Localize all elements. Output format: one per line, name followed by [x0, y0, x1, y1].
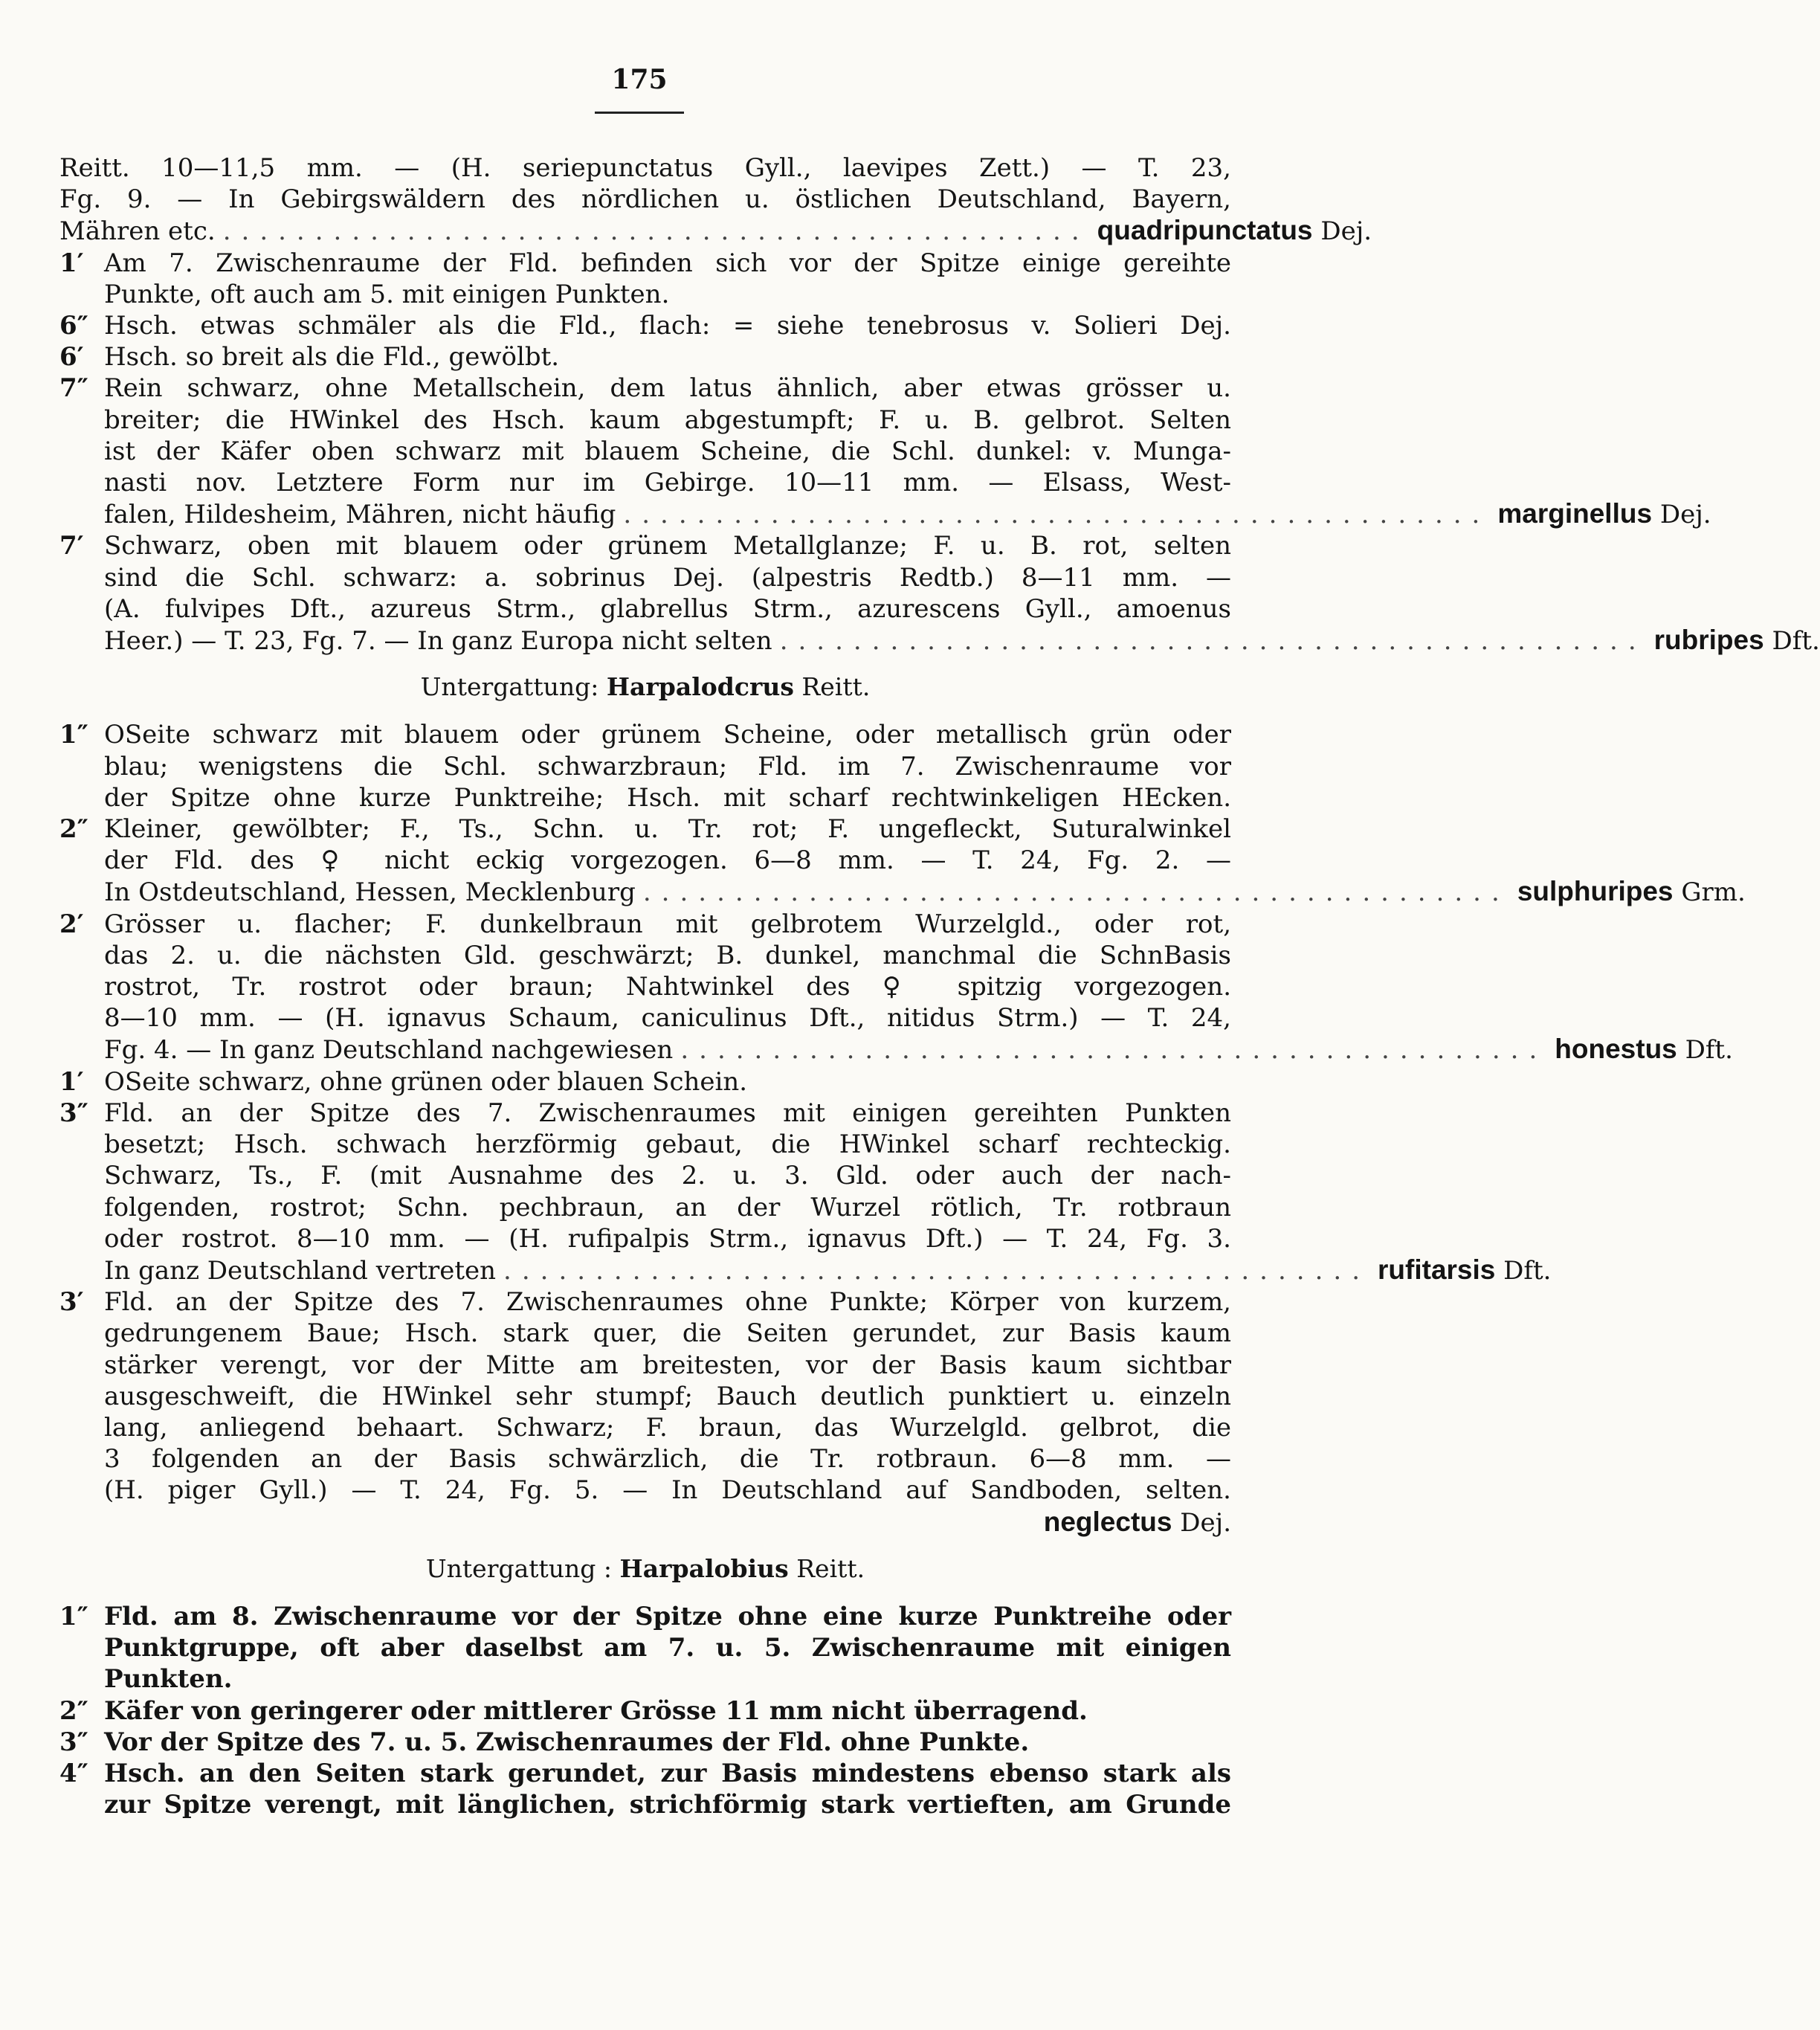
text-line: Hsch. an den Seiten stark gerundet, zur Basis mindestens ebenso stark als	[104, 1758, 1231, 1788]
text-line: falen, Hildesheim, Mähren, nicht häufig	[104, 500, 616, 530]
text-line: Hsch. so breit als die Fld., gewölbt.	[104, 342, 560, 373]
key-entry	[59, 248, 1231, 310]
text-line: Käfer von geringerer oder mittlerer Grösse 11 mm nicht überragend.	[104, 1695, 1088, 1726]
text-line: Reitt. 10—11,5 mm. — (H. seriepunctatus Gyll., laevipes Zett.) — T. 23,	[59, 153, 1231, 183]
text-line: Heer.) — T. 23, Fg. 7. — In ganz Europa nicht selten	[104, 626, 772, 657]
text-line: Hsch. etwas schmäler als die Fld., flach: = siehe tenebrosus v. Solieri Dej.	[104, 311, 1231, 341]
species-author: Dej.	[1659, 500, 1711, 530]
heading-prefix: Untergattung:	[420, 672, 599, 702]
text-line: Punkten.	[104, 1664, 233, 1695]
key-number: 2″	[59, 1695, 88, 1726]
page-body	[59, 152, 1820, 1820]
key-number: 7″	[59, 373, 88, 404]
text-line: In ganz Deutschland vertreten	[104, 1255, 497, 1286]
key-number: 6″	[59, 311, 88, 341]
key-number: 1″	[59, 1601, 88, 1631]
text-line: ist der Käfer oben schwarz mit blauem Scheine, die Schl. dunkel: v. Munga-	[104, 436, 1231, 466]
page-number: 175	[611, 64, 668, 95]
text-line: OSeite schwarz mit blauem oder grünem Scheine, oder metallisch grün oder	[104, 720, 1231, 750]
text-line: Punktgruppe, oft aber daselbst am 7. u. 5. Zwischenraume mit einigen	[104, 1633, 1231, 1663]
text-line: (A. fulvipes Dft., azureus Strm., glabrellus Strm., azurescens Gyll., amoenus	[104, 593, 1231, 624]
species-name: honestus	[1555, 1034, 1677, 1065]
text-line: Rein schwarz, ohne Metallschein, dem latus ähnlich, aber etwas grösser u.	[104, 373, 1231, 404]
key-entry	[59, 530, 1820, 657]
key-number: 2′	[59, 909, 84, 939]
subgenus-heading	[59, 671, 1231, 703]
species-author: Dft.	[1503, 1255, 1552, 1286]
key-number: 1′	[59, 248, 84, 278]
text-line: Punkte, oft auch am 5. mit einigen Punkten.	[104, 279, 670, 309]
text-line: besetzt; Hsch. schwach herzförmig gebaut, die HWinkel scharf rechteckig.	[104, 1130, 1231, 1160]
text-line: (H. piger Gyll.) — T. 24, Fg. 5. — In Deutschland auf Sandboden, selten.	[104, 1475, 1231, 1506]
text-line: der Spitze ohne kurze Punktreihe; Hsch. mit scharf rechtwinkeligen HEcken.	[104, 782, 1231, 813]
text-line: In Ostdeutschland, Hessen, Mecklenburg	[104, 877, 636, 908]
key-entry	[59, 909, 1733, 1066]
text-line: Vor der Spitze des 7. u. 5. Zwischenraumes der Fld. ohne Punkte.	[104, 1727, 1030, 1757]
species-line	[59, 215, 1372, 247]
subgenus-name: Harpalobius	[619, 1553, 789, 1583]
key-entry	[59, 1098, 1552, 1286]
species-author: Dft.	[1685, 1035, 1733, 1066]
key-entry	[59, 373, 1711, 530]
text-line: Schwarz, Ts., F. (mit Ausnahme des 2. u. 3. Gld. oder auch der nach-	[104, 1161, 1231, 1191]
text-line: OSeite schwarz, ohne grünen oder blauen Schein.	[104, 1066, 748, 1097]
text-line: stärker verengt, vor der Mitte am breitesten, vor der Basis kaum sichtbar	[104, 1350, 1231, 1380]
leader-dots: ...............................................	[503, 1255, 1371, 1286]
text-line: breiter; die HWinkel des Hsch. kaum abgestumpft; F. u. B. gelbrot. Selten	[104, 405, 1231, 435]
text-line: Grösser u. flacher; F. dunkelbraun mit gelbrotem Wurzelgld., oder rot,	[104, 909, 1231, 939]
key-number: 1″	[59, 720, 88, 750]
text-line: der Fld. des ♀ nicht eckig vorgezogen. 6—8 mm. — T. 24, Fg. 2. —	[104, 845, 1231, 876]
key-entry	[59, 1758, 1231, 1820]
text-line: gedrungenem Baue; Hsch. stark quer, die Seiten gerundet, zur Basis kaum	[104, 1318, 1231, 1349]
text-line: Am 7. Zwischenraume der Fld. befinden sich vor der Spitze einige gereihte	[104, 248, 1231, 278]
species-line	[104, 1254, 1552, 1286]
leader-dots: ...............................................	[779, 626, 1647, 657]
text-line: Mähren etc.	[59, 216, 216, 247]
heading-prefix: Untergattung :	[425, 1553, 613, 1583]
species-author: Dej.	[1320, 216, 1372, 247]
species-author: Dft.	[1772, 626, 1820, 657]
key-number: 1′	[59, 1066, 84, 1097]
key-entry	[59, 341, 1231, 373]
species-name: quadripunctatus	[1097, 215, 1313, 246]
key-number: 7′	[59, 531, 84, 561]
key-entry	[59, 1601, 1231, 1695]
text-line: sind die Schl. schwarz: a. sobrinus Dej. (alpestris Redtb.) 8—11 mm. —	[104, 562, 1231, 593]
text-line: 8—10 mm. — (H. ignavus Schaum, caniculinus Dft., nitidus Strm.) — T. 24,	[104, 1003, 1231, 1034]
species-line	[104, 498, 1711, 530]
text-line: oder rostrot. 8—10 mm. — (H. rufipalpis Strm., ignavus Dft.) — T. 24, Fg. 3.	[104, 1223, 1231, 1254]
text-line: Fld. an der Spitze des 7. Zwischenraumes mit einigen gereihten Punkten	[104, 1098, 1231, 1128]
heading-author: Reitt.	[796, 1553, 865, 1583]
key-entry	[59, 1727, 1231, 1758]
species-line	[104, 1507, 1231, 1538]
key-entry	[59, 1066, 1231, 1098]
subgenus-name: Harpalodcrus	[606, 672, 794, 702]
species-author: Grm.	[1681, 877, 1746, 908]
key-number: 3′	[59, 1287, 84, 1318]
text-line: Fld. an der Spitze des 7. Zwischenraumes ohne Punkte; Körper von kurzem,	[104, 1287, 1231, 1318]
species-name: marginellus	[1497, 498, 1653, 529]
carryover-block	[59, 152, 1372, 248]
page-number-rule	[595, 112, 684, 114]
key-number: 4″	[59, 1758, 88, 1788]
text-line: Kleiner, gewölbter; F., Ts., Schn. u. Tr. rot; F. ungefleckt, Suturalwinkel	[104, 814, 1231, 845]
species-name: rubripes	[1653, 625, 1764, 656]
species-line	[104, 625, 1820, 657]
key-entry	[59, 1695, 1231, 1727]
key-entry	[59, 719, 1231, 813]
text-line: Fld. am 8. Zwischenraume vor der Spitze ohne eine kurze Punktreihe oder	[104, 1601, 1231, 1631]
species-name: sulphuripes	[1517, 876, 1674, 907]
leader-dots: ...............................................	[623, 500, 1491, 530]
subgenus-heading	[59, 1553, 1231, 1585]
leader-dots: ...............................................	[642, 877, 1510, 908]
text-line: folgenden, rostrot; Schn. pechbraun, an der Wurzel rötlich, Tr. rotbraun	[104, 1192, 1231, 1222]
text-line: nasti nov. Letztere Form nur im Gebirge. 10—11 mm. — Elsass, West-	[104, 468, 1231, 498]
text-line: lang, anliegend behaart. Schwarz; F. braun, das Wurzelgld. gelbrot, die	[104, 1412, 1231, 1443]
species-name: neglectus	[1043, 1506, 1172, 1537]
text-line: Fg. 9. — In Gebirgswäldern des nördlichen u. östlichen Deutschland, Bayern,	[59, 184, 1231, 215]
species-name: rufitarsis	[1378, 1254, 1496, 1285]
species-author: Dej.	[1180, 1507, 1231, 1538]
text-line: rostrot, Tr. rostrot oder braun; Nahtwinkel des ♀ spitzig vorgezogen.	[104, 972, 1231, 1002]
text-line: Fg. 4. — In ganz Deutschland nachgewiesen	[104, 1035, 674, 1066]
text-line: das 2. u. die nächsten Gld. geschwärzt; B. dunkel, manchmal die SchnBasis	[104, 940, 1231, 970]
key-entry	[59, 813, 1746, 909]
species-line	[104, 1034, 1733, 1066]
leader-dots: ...............................................	[222, 216, 1090, 247]
key-entry	[59, 1286, 1231, 1538]
text-line: Schwarz, oben mit blauem oder grünem Metallglanze; F. u. B. rot, selten	[104, 531, 1231, 561]
species-line	[104, 876, 1746, 908]
key-number: 6′	[59, 342, 84, 373]
text-line: 3 folgenden an der Basis schwärzlich, die Tr. rotbraun. 6—8 mm. —	[104, 1444, 1231, 1475]
key-entry	[59, 310, 1231, 341]
heading-author: Reitt.	[801, 672, 871, 702]
key-number: 3″	[59, 1098, 88, 1128]
leader-dots: ...............................................	[680, 1035, 1548, 1066]
text-line: zur Spitze verengt, mit länglichen, strichförmig stark vertieften, am Grunde	[104, 1790, 1231, 1820]
key-number: 3″	[59, 1727, 88, 1757]
text-line: blau; wenigstens die Schl. schwarzbraun; Fld. im 7. Zwischenraume vor	[104, 751, 1231, 782]
text-line: ausgeschweift, die HWinkel sehr stumpf; Bauch deutlich punktiert u. einzeln	[104, 1381, 1231, 1411]
key-number: 2″	[59, 814, 88, 845]
